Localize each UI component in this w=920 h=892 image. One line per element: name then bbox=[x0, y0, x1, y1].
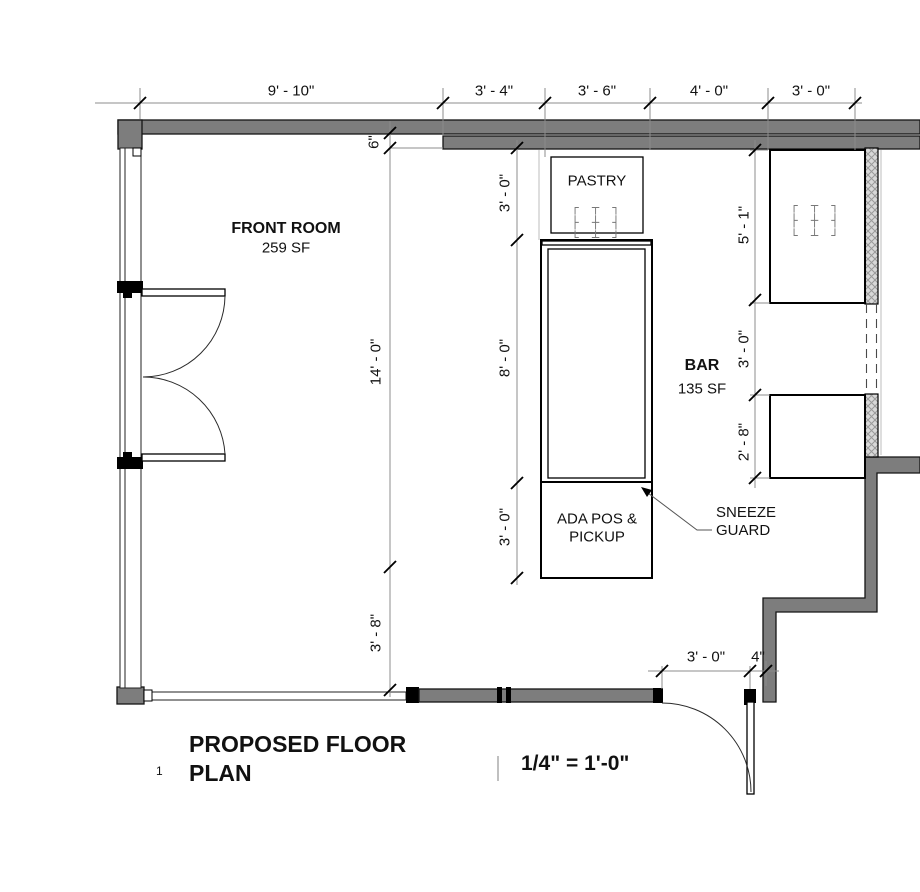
right-stepped-wall bbox=[763, 457, 920, 702]
dim-top-3-4: 3' - 4" bbox=[474, 82, 514, 100]
sneeze-guard-label-line2: GUARD bbox=[716, 522, 771, 539]
door-jamb-lower bbox=[117, 457, 143, 469]
door-leaf-bottom bbox=[142, 454, 225, 461]
sneeze-guard-label-line1: SNEEZE bbox=[716, 504, 777, 521]
dim-right-3-0: 3' - 0" bbox=[735, 329, 753, 369]
bottom-wall-mullion-b bbox=[506, 687, 511, 703]
view-number: 1 bbox=[156, 764, 163, 778]
dim-top-3-0: 3' - 0" bbox=[791, 82, 831, 100]
door-leaf-top bbox=[142, 289, 225, 296]
dim-wall-offset-6in: 6" bbox=[365, 135, 383, 149]
bar-equipment-icon: ┌ ┬ ┐ ├ ┼ ┤ └ ┴ ┘ bbox=[790, 198, 842, 243]
dim-center-3-0-top: 3' - 0" bbox=[496, 173, 514, 213]
dim-center-3-0-bottom: 3' - 0" bbox=[496, 507, 514, 547]
door-swing-arc-bottom bbox=[143, 377, 225, 454]
bar-area: 135 SF bbox=[677, 380, 727, 398]
dim-left-3-8: 3' - 8" bbox=[367, 613, 385, 653]
bottom-door-jamb-left bbox=[653, 688, 663, 703]
front-room-area: 259 SF bbox=[261, 239, 311, 257]
door-hinge-upper bbox=[123, 293, 132, 298]
left-storefront-wall bbox=[120, 148, 141, 688]
storefront-frame-joint-top bbox=[133, 148, 141, 156]
bottom-door-swing-arc bbox=[662, 703, 751, 792]
bar-label: BAR bbox=[684, 357, 720, 374]
door-hinge-lower bbox=[123, 452, 132, 457]
ada-pos-label-line2: PICKUP bbox=[569, 528, 625, 546]
top-wall-band bbox=[118, 120, 920, 134]
dim-top-4-0: 4' - 0" bbox=[689, 82, 729, 100]
dim-left-14-0: 14' - 0" bbox=[367, 338, 385, 386]
view-scale: 1/4" = 1'-0" bbox=[521, 752, 630, 775]
dim-center-8-0: 8' - 0" bbox=[496, 338, 514, 378]
sneeze-guard-leader-line bbox=[644, 490, 712, 530]
bottom-left-corner-column bbox=[117, 687, 144, 704]
dim-right-2-8: 2' - 8" bbox=[735, 422, 753, 462]
view-title: PROPOSED FLOOR PLAN bbox=[189, 731, 407, 786]
bottom-storefront-glazing bbox=[144, 692, 406, 700]
pastry-equipment-icon: ┌ ┬ ┐ ├ ┼ ┤ └ ┴ ┘ bbox=[571, 200, 623, 245]
right-extension-lines bbox=[750, 150, 770, 478]
bottom-wall-band bbox=[419, 689, 658, 702]
title-separator bbox=[497, 756, 499, 781]
dim-top-9-10: 9' - 10" bbox=[267, 82, 315, 100]
door-swing-arc-top bbox=[143, 296, 225, 377]
pastry-label: PASTRY bbox=[567, 172, 627, 190]
sneeze-guard-counter bbox=[548, 249, 645, 478]
door-jamb-upper bbox=[117, 281, 143, 293]
storefront-frame-joint-bottom bbox=[144, 690, 152, 701]
dim-bottom-door-3-0: 3' - 0" bbox=[686, 648, 726, 666]
bottom-wall-jamb-left bbox=[406, 687, 419, 703]
bottom-wall-mullion-a bbox=[497, 687, 502, 703]
hatched-wall-lower bbox=[865, 394, 878, 457]
top-left-corner-column bbox=[118, 120, 142, 149]
dim-top-3-6: 3' - 6" bbox=[577, 82, 617, 100]
hatched-wall-upper bbox=[865, 148, 878, 304]
ada-pos-label-line1: ADA POS & bbox=[556, 510, 638, 528]
wall-opening-dashed-lines bbox=[867, 304, 877, 394]
dim-right-5-1: 5' - 1" bbox=[735, 205, 753, 245]
top-wall-inner-band bbox=[443, 136, 920, 149]
bar-counter-lower bbox=[770, 395, 865, 478]
front-room-label: FRONT ROOM bbox=[231, 220, 341, 237]
dim-bottom-door-4in: 4" bbox=[751, 648, 765, 666]
